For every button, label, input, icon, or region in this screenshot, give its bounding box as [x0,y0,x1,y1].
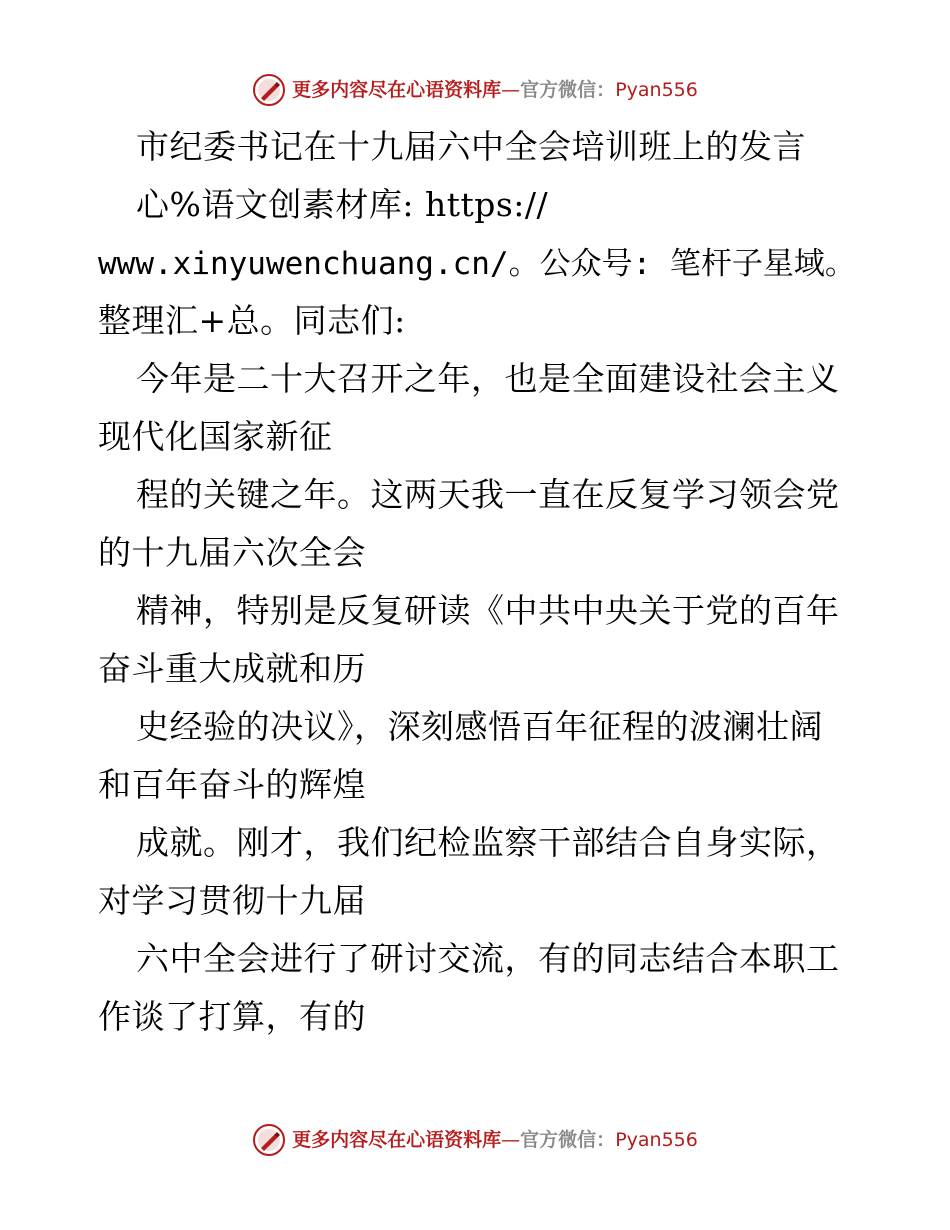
document-title: 市纪委书记在十九届六中全会培训班上的发言 [136,127,806,166]
pen-logo-icon [252,1123,286,1157]
document-line: 成就。刚才，我们纪检监察干部结合自身实际， [136,823,840,862]
document-line: 六中全会进行了研讨交流，有的同志结合本职工 [136,939,840,978]
watermark-wechat-id: Pyan556 [615,1128,698,1151]
watermark-official-label: 官方微信： [520,1128,616,1151]
watermark-text [292,1128,698,1151]
watermark-main-text: 更多内容尽在心语资料库 [292,1128,502,1151]
document-body [98,118,858,1046]
document-line: 作谈了打算，有的 [98,997,366,1036]
pen-logo-icon [252,73,286,107]
watermark-dash: — [501,78,521,101]
document-line [98,234,858,292]
watermark-text [292,78,698,101]
document-line: 对学习贯彻十九届 [98,881,366,920]
document-line: 史经验的决议》，深刻感悟百年征程的波澜壮阔 [136,707,823,746]
document-line: 今年是二十大召开之年，也是全面建设社会主义 [136,359,840,398]
document-line: 心%语文创素材库: https:// [136,185,549,224]
document-line: 整理汇+总。同志们: [98,301,406,340]
document-line: 奋斗重大成就和历 [98,649,366,688]
watermark-wechat-id: Pyan556 [615,78,698,101]
document-line: 程的关键之年。这两天我一直在反复学习领会党 [136,475,840,514]
document-line: 精神，特别是反复研读《中共中央关于党的百年 [136,591,840,630]
watermark-main-text: 更多内容尽在心语资料库 [292,78,502,101]
footer-watermark [0,1120,950,1160]
document-line: 和百年奋斗的辉煌 [98,765,366,804]
watermark-dash: — [501,1128,521,1151]
document-line: 的十九届六次全会 [98,533,366,572]
header-watermark [0,70,950,110]
document-line: 现代化国家新征 [98,417,333,456]
document-url-text: www.xinyuwenchuang.cn/。公众号: 笔杆子星域。 [98,246,856,282]
watermark-official-label: 官方微信： [520,78,616,101]
